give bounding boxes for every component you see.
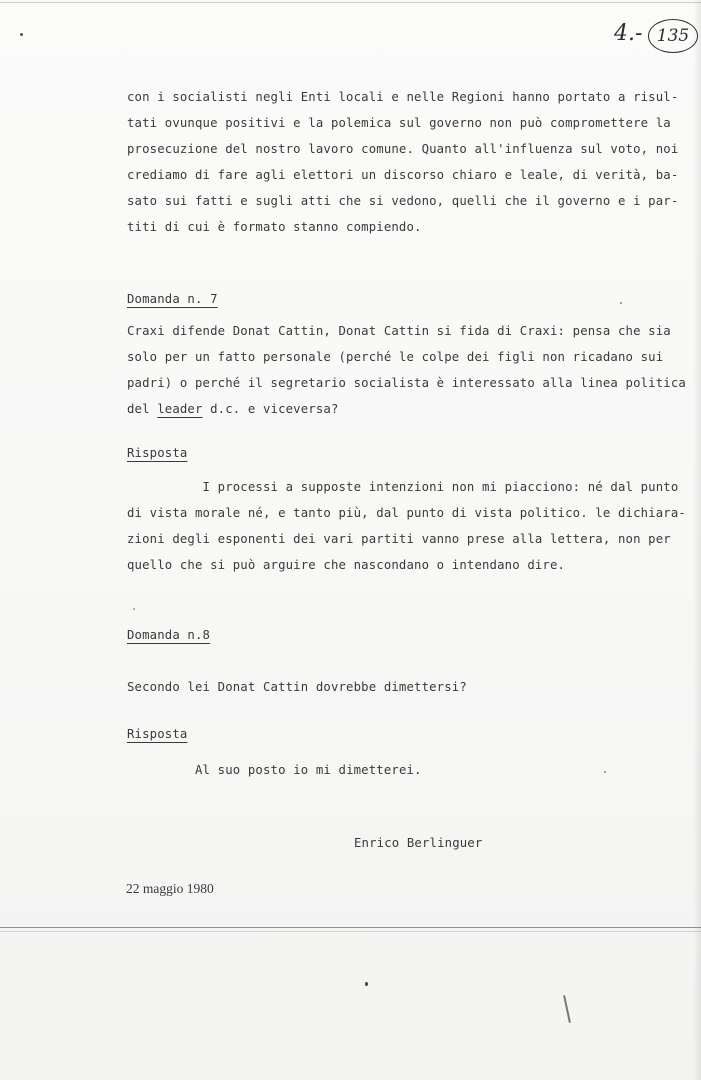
signature: Enrico Berlinguer [354,836,483,850]
leader-word: leader [157,402,203,416]
question-7-heading: Domanda n. 7 [127,292,218,306]
circled-number-text: 135 [656,25,690,46]
pen-mark [563,995,571,1023]
scan-speck [604,771,606,773]
answer-7-line-2: di vista morale né, e tanto più, dal punto di vista politico. le dichiara- [127,506,686,520]
question-7-line-4-end: d.c. e viceversa? [202,402,339,416]
scan-speck [365,982,368,986]
date: 22 maggio 1980 [126,881,214,896]
scan-divider-shadow [0,931,701,932]
answer-7-line-3: zioni degli esponenti dei vari partiti vanno prese alla lettera, non per [127,532,671,546]
scan-edge-top [0,2,701,3]
intro-line-1: con i socialisti negli Enti locali e nelle Regioni hanno portato a risul- [127,90,679,104]
scan-speck [20,33,23,36]
answer-8-heading: Risposta [127,727,188,741]
question-7-line-4-start: del [127,402,158,416]
question-7-line-2: solo per un fatto personale (perché le colpe dei figli non ricadano sui [127,350,664,364]
intro-line-4: crediamo di fare agli elettori un discorso chiaro e leale, di verità, ba- [127,168,679,182]
scan-right-edge [693,0,701,1080]
scan-divider-line [0,927,701,928]
question-7-line-3: padri) o perché il segretario socialista è interessato alla linea politica [127,376,686,390]
answer-7-line-1: I processi a supposte intenzioni non mi piacciono: né dal punto [127,480,679,494]
question-7-line-1: Craxi difende Donat Cattin, Donat Cattin si fida di Craxi: pensa che sia [127,324,671,338]
intro-line-6: titi di cui è formato stanno compiendo. [127,220,422,234]
answer-7-heading: Risposta [127,446,188,460]
answer-7-line-4: quello che si può arguire che nascondano o intendano dire. [127,558,566,572]
intro-line-5: sato sui fatti e sugli atti che si vedono, quelli che il governo e i par- [127,194,679,208]
intro-line-2: tati ovunque positivi e la polemica sul governo non può compromettere la [127,116,671,130]
page-annotation [606,17,701,57]
scan-speck [133,608,135,610]
annotation-prefix: 4.- [614,21,643,46]
intro-line-3: prosecuzione del nostro lavoro comune. Quanto all'influenza sul voto, noi [127,142,679,156]
question-8-text: Secondo lei Donat Cattin dovrebbe dimettersi? [127,680,467,694]
answer-8-text: Al suo posto io mi dimetterei. [195,763,422,777]
circled-page-number [648,19,698,53]
question-8-heading: Domanda n.8 [127,628,211,642]
scan-speck [620,302,622,304]
question-7-line-4 [127,402,339,416]
